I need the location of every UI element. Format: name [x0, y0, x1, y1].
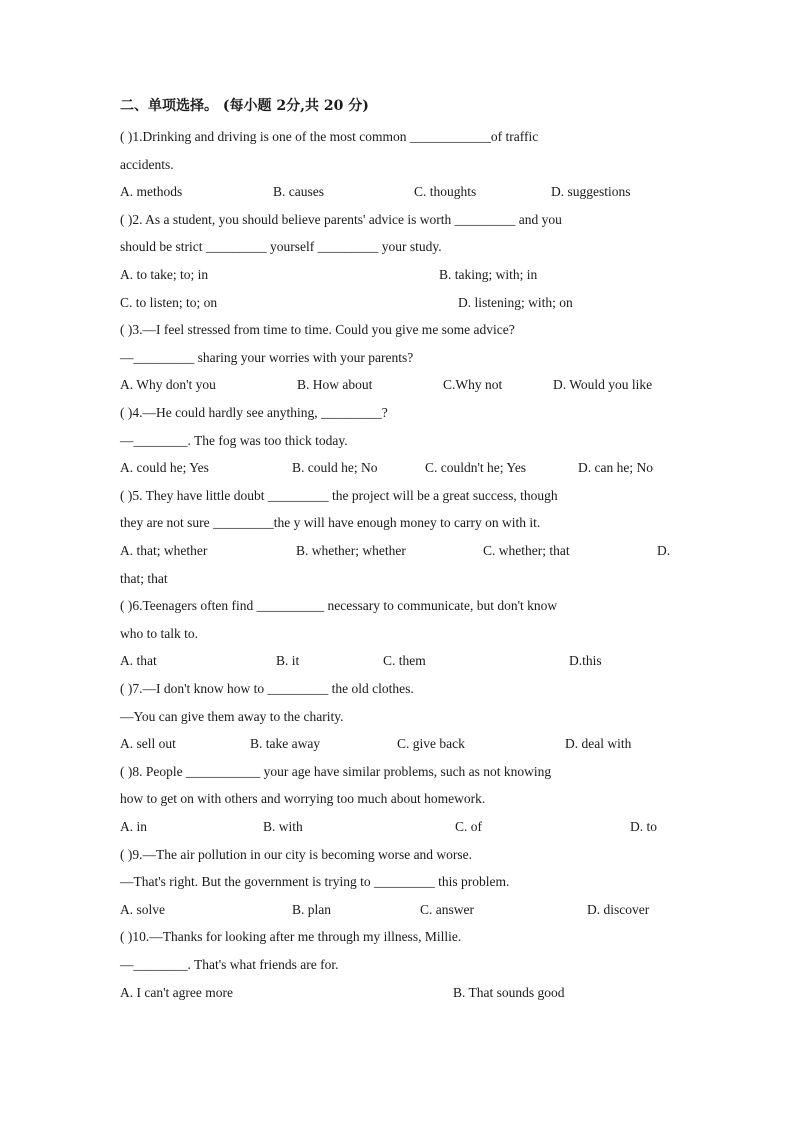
option-a[interactable]: A. sell out	[120, 736, 176, 751]
option-d[interactable]: D. can he; No	[578, 460, 653, 475]
option-a[interactable]: A. solve	[120, 902, 165, 917]
option-c[interactable]: C. answer	[420, 902, 474, 917]
option-b[interactable]: B. with	[263, 819, 303, 834]
option-d[interactable]: D. discover	[587, 902, 650, 917]
question-6-options	[120, 651, 680, 671]
question-1-options	[120, 182, 680, 202]
option-a[interactable]: A. that	[120, 653, 157, 668]
question-6-stem: ( )6.Teenagers often find __________ necessary to communicate, but don't know	[120, 598, 558, 613]
question-7-options	[120, 734, 680, 754]
option-d[interactable]: D. suggestions	[551, 184, 631, 199]
question-5-option-d-wrap: that; that	[120, 571, 168, 586]
option-d[interactable]: D. deal with	[565, 736, 632, 751]
question-10-stem: ( )10.—Thanks for looking after me through my illness, Millie.	[120, 929, 462, 944]
option-a[interactable]: A. Why don't you	[120, 377, 216, 392]
option-c[interactable]: C.Why not	[443, 377, 503, 392]
question-6-stem-cont: who to talk to.	[120, 626, 198, 641]
question-1-stem-cont: accidents.	[120, 157, 174, 172]
question-8-stem: ( )8. People ___________ your age have similar problems, such as not knowing	[120, 764, 552, 779]
question-3-options	[120, 375, 680, 395]
question-10-stem-cont: —________. That's what friends are for.	[120, 957, 339, 972]
option-b[interactable]: B. plan	[292, 902, 331, 917]
option-c[interactable]: C. whether; that	[483, 543, 570, 558]
option-a[interactable]: A. could he; Yes	[120, 460, 209, 475]
option-b[interactable]: B. That sounds good	[453, 985, 565, 1000]
option-d[interactable]: D. Would you like	[553, 377, 653, 392]
question-7-stem: ( )7.—I don't know how to _________ the old clothes.	[120, 681, 414, 696]
question-3-stem-cont: —_________ sharing your worries with your parents?	[120, 350, 414, 365]
option-c[interactable]: C. thoughts	[414, 184, 477, 199]
question-2-stem: ( )2. As a student, you should believe parents' advice is worth _________ and you	[120, 212, 562, 227]
option-c[interactable]: C. them	[383, 653, 426, 668]
question-4-options	[120, 458, 680, 478]
question-2-options-row2	[120, 293, 680, 313]
option-c[interactable]: C. of	[455, 819, 482, 834]
question-9-stem: ( )9.—The air pollution in our city is becoming worse and worse.	[120, 847, 473, 862]
option-c[interactable]: C. give back	[397, 736, 465, 751]
question-9-options	[120, 900, 680, 920]
option-a[interactable]: A. in	[120, 819, 147, 834]
option-c[interactable]: C. couldn't he; Yes	[425, 460, 527, 475]
section-title: 二、单项选择。 (每小题 2分,共 20 分)	[120, 98, 369, 114]
option-d[interactable]: D. to	[630, 819, 657, 834]
question-2-options-row1	[120, 265, 680, 285]
question-8-stem-cont: how to get on with others and worrying too much about homework.	[120, 791, 486, 806]
option-a[interactable]: A. that; whether	[120, 543, 208, 558]
option-a[interactable]: A. to take; to; in	[120, 267, 209, 282]
question-5-stem-cont: they are not sure _________the y will have enough money to carry on with it.	[120, 515, 541, 530]
option-b[interactable]: B. whether; whether	[296, 543, 406, 558]
option-b[interactable]: B. take away	[250, 736, 321, 751]
question-4-stem: ( )4.—He could hardly see anything, _________?	[120, 405, 388, 420]
option-d[interactable]: D.	[657, 543, 671, 558]
option-d[interactable]: D.this	[569, 653, 602, 668]
question-10-options	[120, 983, 680, 1003]
option-b[interactable]: B. could he; No	[292, 460, 378, 475]
question-1-stem: ( )1.Drinking and driving is one of the most common ____________of traffic	[120, 129, 539, 144]
option-b[interactable]: B. it	[276, 653, 300, 668]
question-5-stem: ( )5. They have little doubt _________ the project will be a great success, though	[120, 488, 558, 503]
option-d[interactable]: D. listening; with; on	[458, 295, 573, 310]
option-a[interactable]: A. methods	[120, 184, 183, 199]
option-b[interactable]: B. causes	[273, 184, 324, 199]
question-5-options	[120, 541, 680, 561]
option-b[interactable]: B. How about	[297, 377, 373, 392]
option-a[interactable]: A. I can't agree more	[120, 985, 233, 1000]
question-9-stem-cont: —That's right. But the government is trying to _________ this problem.	[120, 874, 510, 889]
question-8-options	[120, 817, 680, 837]
question-7-stem-cont: —You can give them away to the charity.	[120, 709, 344, 724]
question-4-stem-cont: —________. The fog was too thick today.	[120, 433, 348, 448]
option-c[interactable]: C. to listen; to; on	[120, 295, 218, 310]
option-b[interactable]: B. taking; with; in	[439, 267, 538, 282]
question-2-stem-cont: should be strict _________ yourself _________ your study.	[120, 239, 442, 254]
question-3-stem: ( )3.—I feel stressed from time to time. Could you give me some advice?	[120, 322, 515, 337]
